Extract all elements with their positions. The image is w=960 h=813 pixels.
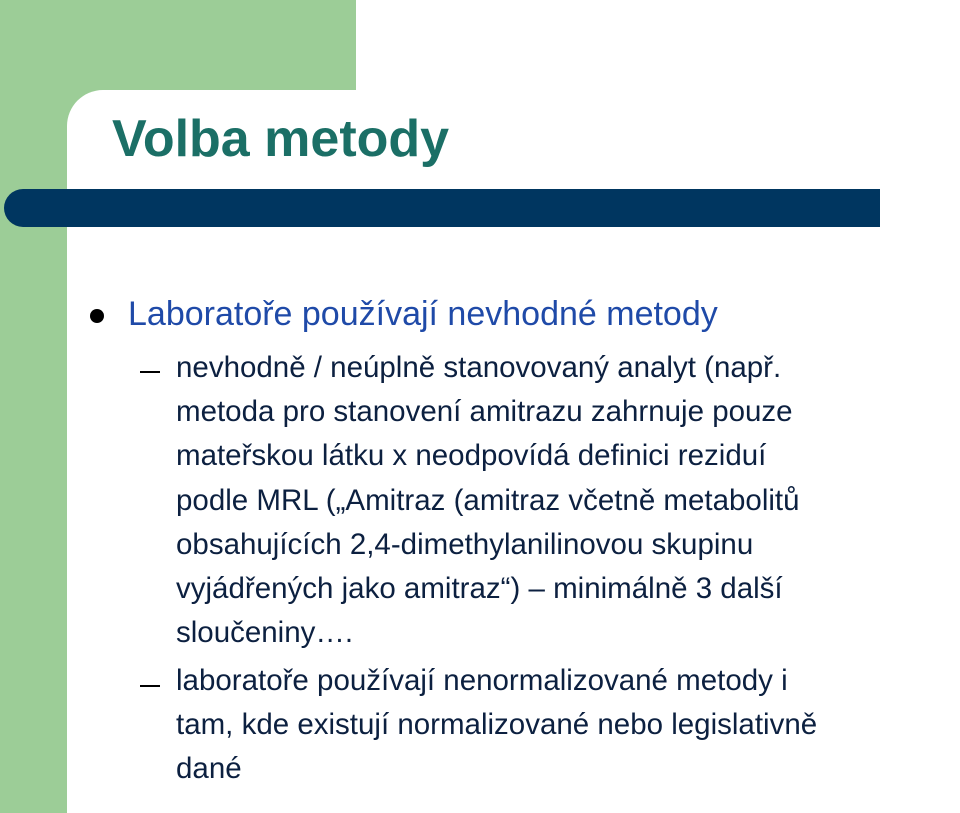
dash-icon xyxy=(140,371,160,373)
bullet-dot-icon xyxy=(90,309,104,323)
bullet-text: Laboratoře používají nevhodné metody xyxy=(128,295,718,333)
subitem-1-line: sloučeniny…. xyxy=(176,616,354,650)
subitem-1-line: metoda pro stanovení amitrazu zahrnuje pouze xyxy=(176,395,793,429)
subitem-1-line: podle MRL („Amitraz (amitraz včetně metabolitů xyxy=(176,483,800,517)
subitem-1-line: nevhodně / neúplně stanovovaný analyt (např. xyxy=(176,351,782,384)
subitem-2-line: tam, kde existují normalizované nebo legislativně xyxy=(176,708,818,742)
subitem-1 xyxy=(176,346,960,655)
subitem-2-line: dané xyxy=(176,752,242,786)
subitem-1-line: vyjádřených jako amitraz“) – minimálně 3 další xyxy=(176,572,783,606)
subitem-2-line: laboratoře používají nenormalizované metody i xyxy=(176,664,788,697)
subitem-1-line: mateřskou látku x neodpovídá definici reziduí xyxy=(176,439,767,473)
dash-icon xyxy=(140,685,160,687)
subitem-2 xyxy=(176,659,960,792)
subitem-1-line: obsahujících 2,4-dimethylanilinovou skupinu xyxy=(176,527,754,561)
slide-title: Volba metody xyxy=(112,110,450,168)
